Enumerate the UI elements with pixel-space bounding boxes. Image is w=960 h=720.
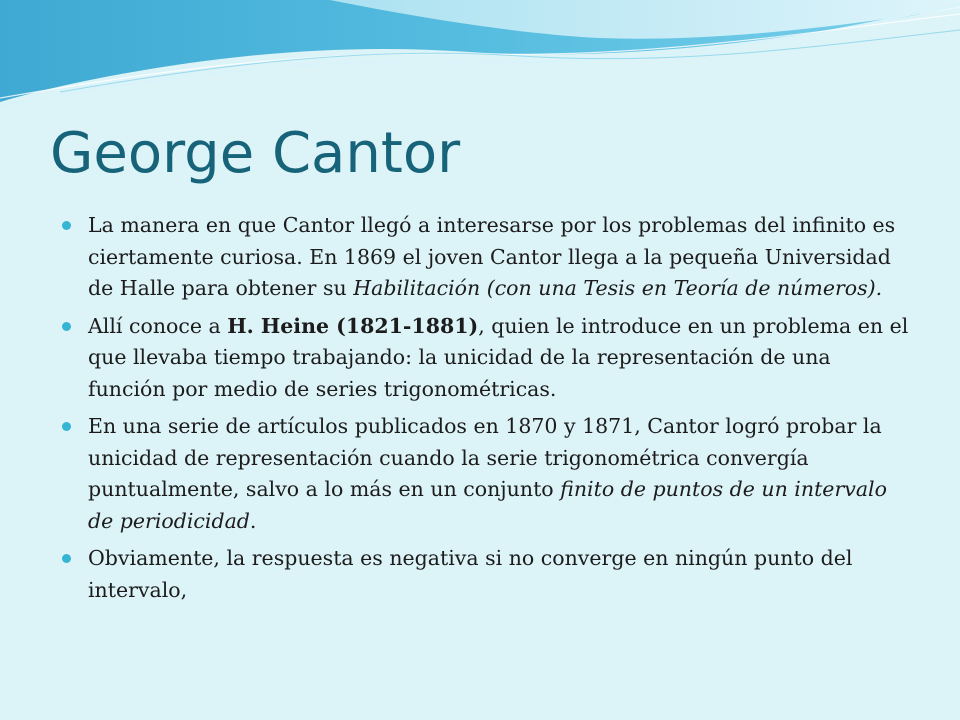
bullet-text: Obviamente, la respuesta es negativa si no converge en ningún punto del intervalo, <box>88 546 853 602</box>
bullet-item <box>88 543 914 606</box>
bullet-item <box>88 411 914 537</box>
bullet-text-bold: H. Heine (1821-1881) <box>227 313 479 338</box>
bullet-text: La manera en que Cantor llegó a interesarse por los problemas del infinito es ciertamente curiosa. En 1869 el joven Cantor llega a la pequeña Universidad de Halle para obtener su <box>88 213 896 300</box>
bullet-dot-icon <box>62 221 71 230</box>
bullet-text: En una serie de artículos publicados en 1870 y 1871, Cantor logró probar la unicidad de representación cuando la serie trigonométrica convergía puntualmente, salvo a lo más en un conjunto <box>88 414 882 501</box>
bullet-item <box>88 311 914 406</box>
bullet-text-italic: Habilitación (con una Tesis en Teoría de números). <box>353 276 883 300</box>
header-wave-decoration <box>0 0 960 120</box>
bullet-text-italic: finito de puntos de un intervalo de periodicidad <box>88 477 887 533</box>
bullet-text: . <box>249 508 257 533</box>
bullet-text: Allí conoce a <box>88 313 228 338</box>
slide-title: George Cantor <box>50 121 461 186</box>
bullet-dot-icon <box>62 422 71 431</box>
bullet-list <box>88 210 914 612</box>
bullet-text: , quien le introduce en un problema en el que llevaba tiempo trabajando: la unicidad de la representación de una función por medio de series trigonométricas. <box>88 313 909 401</box>
bullet-item <box>88 210 914 305</box>
bullet-dot-icon <box>62 322 71 331</box>
bullet-dot-icon <box>62 554 71 563</box>
